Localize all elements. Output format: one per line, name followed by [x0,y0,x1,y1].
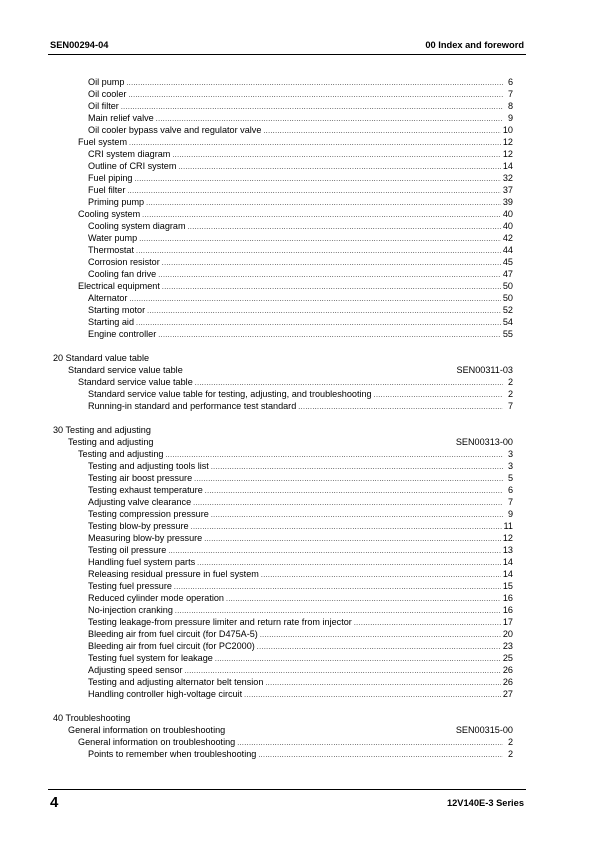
toc-entry-title: Testing exhaust temperature [88,485,203,495]
toc-entry-title: Standard service value table for testing, adjusting, and troubleshooting [88,389,372,399]
toc-entry-title: Measuring blow-by pressure [88,533,203,543]
toc-entry[interactable] [88,292,513,304]
toc-entry[interactable] [88,616,513,628]
toc-entry-page: 44 [502,245,513,255]
toc-entry[interactable] [88,652,513,664]
toc-entry-title: Oil pump [88,77,125,87]
toc-entry-title: Handling controller high-voltage circuit [88,689,243,699]
toc-entry-title: Adjusting valve clearance [88,497,192,507]
toc-entry[interactable] [88,604,513,616]
toc-entry[interactable] [88,496,513,508]
toc-entry[interactable] [78,280,513,292]
toc-entry-page: 26 [502,665,513,675]
toc-entry-title: Testing fuel system for leakage [88,653,213,663]
toc-entry-title: Testing leakage-from pressure limiter and return rate from injector [88,617,352,627]
toc-entry-page: 12 [502,137,513,147]
document-number: SEN00294-04 [50,40,109,50]
toc-entry-title: Testing air boost pressure [88,473,193,483]
toc-entry-title: Electrical equipment [78,281,160,291]
header-rule [48,54,526,55]
toc-entry-page: 15 [502,581,513,591]
toc-dot-leader [258,750,503,762]
toc-entry[interactable] [53,712,513,724]
toc-entry-page: 2 [507,749,513,759]
toc-entry-page: 3 [507,449,513,459]
toc-entry[interactable] [88,748,513,760]
toc-entry[interactable] [88,592,513,604]
toc-entry[interactable] [88,388,513,400]
toc-entry[interactable] [68,436,513,448]
toc-entry-page: SEN00311-03 [456,365,513,375]
toc-entry-title: Standard service value table [78,377,193,387]
toc-entry-title: 30 Testing and adjusting [53,425,151,435]
toc-entry[interactable] [88,112,513,124]
toc-entry[interactable] [88,532,513,544]
toc-entry[interactable] [88,400,513,412]
toc-entry-title: Standard service value table [68,365,183,375]
toc-entry-title: Main relief valve [88,113,154,123]
toc-entry-page: 7 [507,401,513,411]
toc-entry-title: Testing fuel pressure [88,581,172,591]
toc-entry[interactable] [88,268,513,280]
toc-entry-title: Cooling fan drive [88,269,157,279]
toc-entry[interactable] [88,688,513,700]
toc-entry[interactable] [78,376,513,388]
toc-entry-title: General information on troubleshooting [78,737,236,747]
toc-entry-page: 50 [502,293,513,303]
toc-entry-title: Points to remember when troubleshooting [88,749,257,759]
toc-entry-title: Releasing residual pressure in fuel system [88,569,259,579]
toc-entry-page: 5 [507,473,513,483]
toc-entry-title: No-injection cranking [88,605,173,615]
toc-entry-title: Testing and adjusting [68,437,154,447]
toc-entry-page: 3 [507,461,513,471]
toc-entry[interactable] [88,520,513,532]
toc-entry-page: 23 [502,641,513,651]
toc-entry[interactable] [88,628,513,640]
toc-entry[interactable] [88,508,513,520]
toc-entry[interactable] [78,736,513,748]
toc-entry[interactable] [88,160,513,172]
toc-entry[interactable] [88,460,513,472]
toc-entry-page: 14 [502,161,513,171]
toc-entry-title: Thermostat [88,245,134,255]
toc-entry-title: Reduced cylinder mode operation [88,593,224,603]
toc-entry[interactable] [88,232,513,244]
toc-entry-title: 20 Standard value table [53,353,150,363]
toc-entry[interactable] [88,472,513,484]
toc-entry-title: Testing compression pressure [88,509,209,519]
toc-entry-title: Bleeding air from fuel circuit (for D475A-5) [88,629,258,639]
toc-entry-page: 39 [502,197,513,207]
model-series: 12V140E-3 Series [446,798,524,808]
toc-entry-title: Outline of CRI system [88,161,177,171]
toc-entry[interactable] [88,100,513,112]
toc-entry-page: 9 [507,113,513,123]
toc-entry-page: 2 [507,737,513,747]
toc-entry-title: Starting motor [88,305,146,315]
toc-entry[interactable] [88,556,513,568]
toc-entry[interactable] [88,580,513,592]
toc-entry-page: SEN00315-00 [455,725,513,735]
toc-entry-title: Alternator [88,293,128,303]
toc-entry-page: 6 [507,485,513,495]
toc-entry-title: Running-in standard and performance test standard [88,401,297,411]
toc-entry-page: 11 [503,521,513,531]
toc-entry-page: 8 [507,101,513,111]
toc-entry-page: 12 [502,149,513,159]
toc-entry-title: Testing and adjusting alternator belt tension [88,677,264,687]
toc-entry-page: 25 [502,653,513,663]
toc-entry-title: Handling fuel system parts [88,557,196,567]
toc-entry-title: Cooling system [78,209,141,219]
toc-entry-title: Oil cooler bypass valve and regulator valve [88,125,262,135]
toc-entry-title: Adjusting speed sensor [88,665,183,675]
toc-entry-page: 16 [502,605,513,615]
toc-entry-title: Testing blow-by pressure [88,521,189,531]
toc-entry-title: Bleeding air from fuel circuit (for PC2000) [88,641,255,651]
toc-entry-title: Fuel piping [88,173,133,183]
toc-entry[interactable] [88,172,513,184]
toc-entry-page: 17 [502,617,513,627]
toc-entry-title: Fuel filter [88,185,126,195]
toc-entry[interactable] [88,196,513,208]
toc-entry-page: 16 [502,593,513,603]
toc-entry-page: 7 [507,89,513,99]
toc-entry[interactable] [68,724,513,736]
toc-entry[interactable] [88,88,513,100]
toc-entry-title: Corrosion resistor [88,257,160,267]
toc-entry[interactable] [53,352,513,364]
toc-entry-title: Testing and adjusting [78,449,164,459]
toc-entry-page: 13 [502,545,513,555]
toc-entry-title: Cooling system diagram [88,221,186,231]
toc-entry-page: 12 [502,533,513,543]
toc-entry-page: 54 [502,317,513,327]
toc-entry[interactable] [78,448,513,460]
toc-entry[interactable] [88,256,513,268]
toc-entry[interactable] [88,148,513,160]
toc-entry[interactable] [88,316,513,328]
toc-entry-page: 47 [502,269,513,279]
toc-entry-page: 40 [502,209,513,219]
toc-entry[interactable] [88,184,513,196]
toc-entry[interactable] [88,544,513,556]
toc-entry-page: 2 [507,377,513,387]
toc-entry-page: 26 [502,677,513,687]
toc-entry-page: 14 [502,569,513,579]
toc-entry-page: 42 [502,233,513,243]
toc-entry-title: Fuel system [78,137,128,147]
footer-rule [48,789,526,790]
toc-entry[interactable] [88,640,513,652]
toc-entry-page: 7 [507,497,513,507]
toc-entry-title: Starting aid [88,317,135,327]
toc-entry-title: Testing and adjusting tools list [88,461,209,471]
toc-entry[interactable] [88,76,513,88]
toc-entry-page: 27 [502,689,513,699]
toc-entry-title: Testing oil pressure [88,545,167,555]
toc-entry-page: 40 [502,221,513,231]
toc-entry[interactable] [78,136,513,148]
toc-entry-page: 45 [502,257,513,267]
toc-dot-leader [158,330,501,342]
toc-entry[interactable] [88,124,513,136]
toc-entry-page: 55 [502,329,513,339]
toc-entry-page: 37 [502,185,513,195]
toc-entry[interactable] [88,484,513,496]
toc-entry[interactable] [88,664,513,676]
toc-entry[interactable] [68,364,513,376]
toc-entry-page: 2 [507,389,513,399]
toc-entry[interactable] [88,676,513,688]
toc-entry-page: 6 [507,77,513,87]
toc-entry-title: Oil filter [88,101,119,111]
toc-entry[interactable] [88,568,513,580]
toc-entry[interactable] [53,424,513,436]
toc-entry-title: 40 Troubleshooting [53,713,131,723]
toc-entry[interactable] [88,220,513,232]
toc-entry-title: Water pump [88,233,138,243]
toc-entry-page: 20 [502,629,513,639]
toc-entry-title: Oil cooler [88,89,127,99]
toc-entry-title: General information on troubleshooting [68,725,226,735]
toc-dot-leader [298,402,503,414]
toc-entry-page: 32 [502,173,513,183]
toc-entry-page: 10 [502,125,513,135]
toc-entry-page: SEN00313-00 [455,437,513,447]
toc-entry-page: 50 [502,281,513,291]
toc-dot-leader [244,690,501,702]
toc-entry[interactable] [88,328,513,340]
toc-entry[interactable] [78,208,513,220]
toc-entry-title: Priming pump [88,197,145,207]
toc-entry-page: 14 [502,557,513,567]
page-number: 4 [50,794,59,811]
toc-entry-page: 52 [502,305,513,315]
toc-entry[interactable] [88,244,513,256]
toc-entry[interactable] [88,304,513,316]
toc-entry-page: 9 [507,509,513,519]
toc-entry-title: CRI system diagram [88,149,171,159]
section-title: 00 Index and foreword [425,40,524,50]
toc-entry-title: Engine controller [88,329,157,339]
